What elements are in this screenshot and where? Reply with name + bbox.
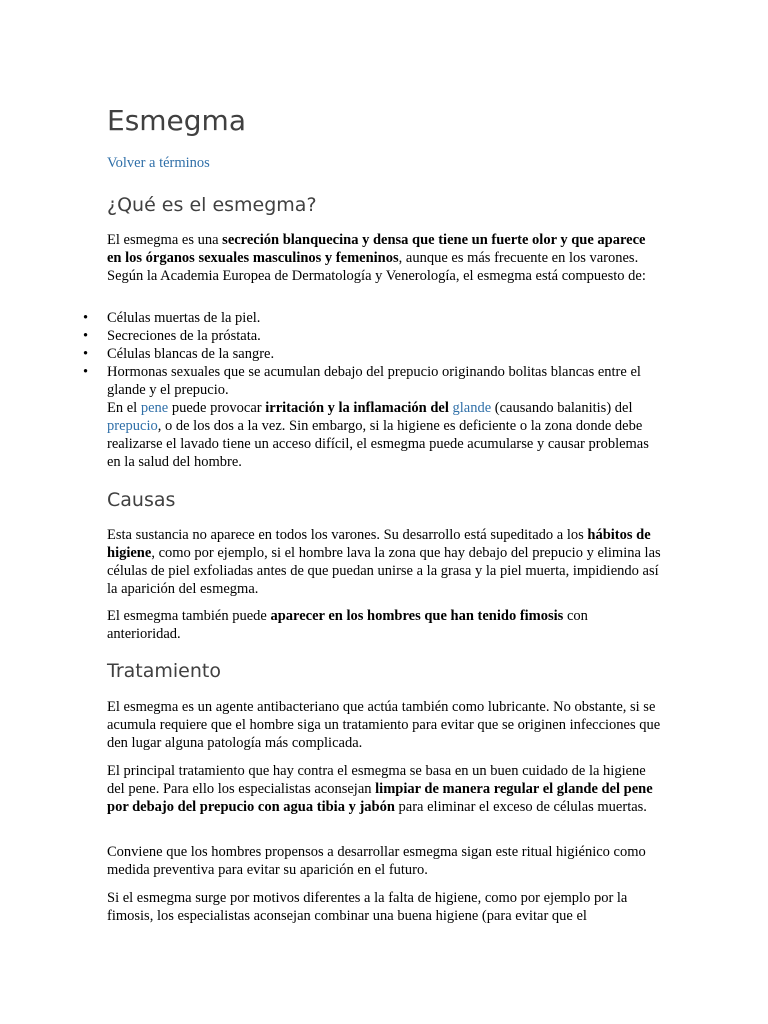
bold-text: hábitos de higiene [107,527,651,561]
text-span: El esmegma es una [107,232,223,248]
text-span: , o de los dos a la vez. Sin embargo, si la higiene es deficiente o la zona donde debe realizarse el lavado tiene un acceso difícil, el esmegma puede acumularse y causar problemas en la salud del hombre. [107,418,649,470]
text-span: , como por ejemplo, si el hombre lava la zona que hay debajo del prepucio y elimina las células de piel exfoliadas antes de que puedan unirse a la grasa y la piel muerta, impidiendo así la aparición del esmegma. [107,545,661,597]
text-span: (causando balanitis) del [491,400,633,416]
link-prepucio[interactable]: prepucio [107,418,158,434]
text-span: , aunque es más frecuente en los varones. Según la Academia Europea de Dermatología y Venerología, el esmegma está compuesto de: [107,250,646,284]
link-glande[interactable]: glande [452,400,492,416]
paragraph-causes-2 [107,607,663,643]
bold-text: limpiar de manera regular el glande del pene por debajo del prepucio con agua tibia y jabón [107,781,653,815]
text-span: El principal tratamiento que hay contra el esmegma se basa en un buen cuidado de la higiene del pene. Para ello los especialistas aconsejan [107,763,646,797]
page-title: Esmegma [107,104,246,137]
text-span: El esmegma también puede [107,608,271,624]
bold-text: secreción blanquecina y densa que tiene un fuerte olor y que aparece en los órganos sexuales masculinos y femeninos [107,232,646,266]
paragraph-effects [107,399,663,471]
text-span: para eliminar el exceso de células muertas. [394,799,647,815]
text-span: Esta sustancia no aparece en todos los varones. Su desarrollo está supeditado a los [107,527,588,543]
composition-list [107,309,663,399]
back-to-terms-link[interactable]: Volver a términos [107,155,210,171]
bold-text: aparecer en los hombres que han tenido fimosis [270,608,564,624]
section-heading-what-is: ¿Qué es el esmegma? [107,194,317,216]
list-item: • Células blancas de la sangre. [107,345,663,363]
paragraph-treatment-2 [107,762,663,816]
paragraph-treatment-1: El esmegma es un agente antibacteriano que actúa también como lubricante. No obstante, si se acumula requiere que el hombre siga un tratamiento para evitar que se originen infecciones que den lugar alguna patología más complicada. [107,699,661,751]
text-span: con anterioridad. [107,608,588,642]
paragraph-treatment-4: Si el esmegma surge por motivos diferentes a la falta de higiene, como por ejemplo por la fimosis, los especialistas aconsejan combinar una buena higiene (para evitar que el [107,890,628,924]
list-item: • Secreciones de la próstata. [107,327,663,345]
section-heading-treatment: Tratamiento [107,660,221,682]
text-span: puede provocar [168,400,266,416]
paragraph-definition [107,231,663,285]
paragraph-causes-1 [107,526,663,598]
link-pene[interactable]: pene [140,400,169,416]
bold-text: irritación y la inflamación del [265,400,449,416]
paragraph-treatment-3: Conviene que los hombres propensos a desarrollar esmegma sigan este ritual higiénico como medida preventiva para evitar su aparición en el futuro. [107,844,646,878]
text-span: En el [107,400,141,416]
list-item: • Células muertas de la piel. [107,309,663,327]
list-item: • Hormonas sexuales que se acumulan debajo del prepucio originando bolitas blancas entre el glande y el prepucio. [107,363,663,399]
section-heading-causes: Causas [107,489,176,511]
